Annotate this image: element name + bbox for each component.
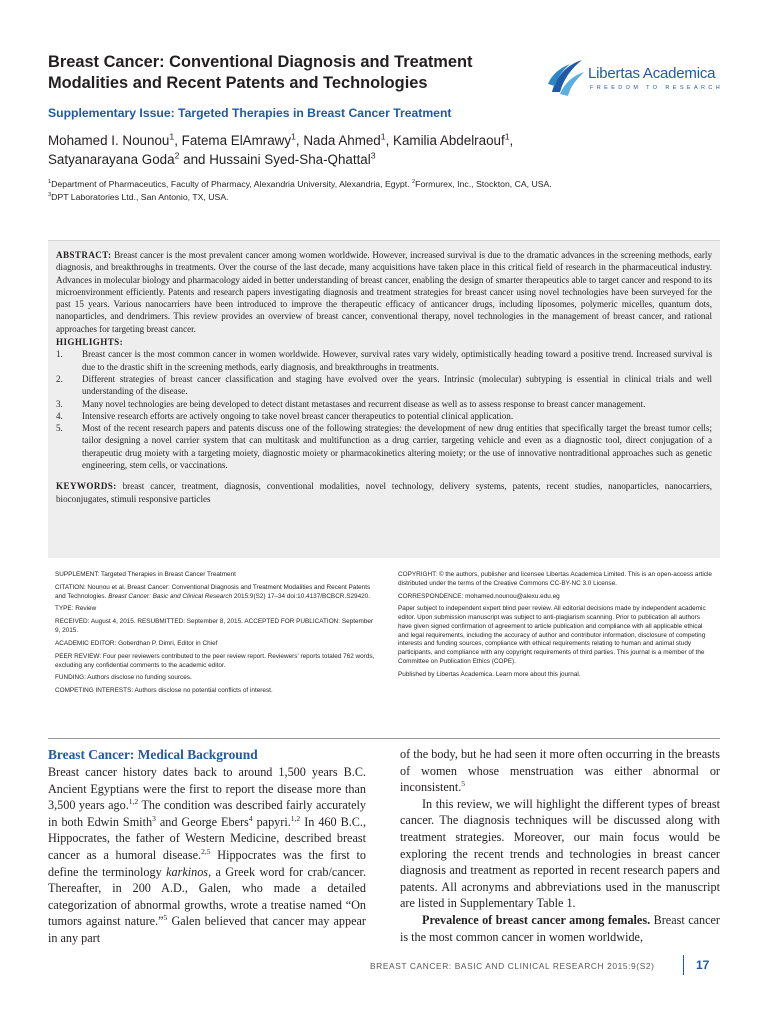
logo-name: Libertas Academica bbox=[588, 65, 716, 82]
affiliation-line-2 bbox=[48, 191, 728, 204]
run-in-heading: Prevalence of breast cancer among females. bbox=[422, 912, 651, 927]
body-text: of the body, but he had seen it more often occurring in the breasts of women whose menstruation was either abnormal or inconsistent. bbox=[400, 747, 720, 795]
highlights-list bbox=[56, 348, 712, 471]
citation-sup[interactable]: 5 bbox=[163, 913, 168, 923]
highlight-text: Different strategies of breast cancer classification and staging have evolved over the years. Intrinsic (molecular) subtyping is essential in clinical trials and well understanding of the disease. bbox=[82, 373, 712, 397]
affil-sup: 1 bbox=[48, 179, 52, 186]
meta-received: RECEIVED: August 4, 2015. RESUBMITTED: September 8, 2015. ACCEPTED FOR PUBLICATION: September 9, 2015. bbox=[55, 618, 374, 635]
supplementary-issue: Supplementary Issue: Targeted Therapies in Breast Cancer Treatment bbox=[48, 106, 452, 120]
body-text: and George Ebers bbox=[155, 814, 249, 829]
affiliation-line-1 bbox=[48, 178, 728, 191]
highlight-item bbox=[56, 348, 712, 373]
abstract-text: Breast cancer is the most prevalent cancer among women worldwide. However, increased survival is due to the dramatic advances in the screening methods, early diagnosis, and breakthroughs in treatments. Over the course of the last decade, many acquisitions have taken place in this critical field of research in the pharmaceutical industry. Advances in molecular biology and pharmacology aided in better understanding of breast cancer, enabling the design of smarter therapeutics able to target cancer and respond to its microenvironment efficiently. Patents and research papers investigating diagnosis and treatment strategies for breast cancer using novel technologies have been surveyed for the past 15 years. Various nanocarriers have been introduced to improve the therapeutic efficacy of anticancer drugs, including liposomes, polymeric micelles, quantum dots, nanoparticles, and dendrimers. This review provides an overview of breast cancer, conventional therapy, novel technologies in the management of breast cancer, and rational approaches for targeting breast cancer. bbox=[56, 250, 712, 334]
author-name: Kamilia Abdelraouf bbox=[393, 133, 505, 148]
affil-sup: 3 bbox=[48, 191, 52, 198]
author-name: Nada Ahmed bbox=[303, 133, 381, 148]
citation-journal: Breast Cancer: Basic and Clinical Research bbox=[108, 592, 233, 600]
highlight-number: 4. bbox=[56, 410, 63, 421]
body-text: Breast cancer is the most common cancer in women worldwide, bbox=[400, 912, 720, 944]
author-line-1: Mohamed I. Nounou$^1$, Fatema ElAmrawy$^1$, Nada Ahmed$^1$, Kamilia Abdelraouf$^1$, bbox=[48, 131, 514, 148]
affil-sup: 2 bbox=[412, 179, 416, 186]
citation-doi: 2015:9(S2) 17–34 doi:10.4137/BCBCR.S29420. bbox=[232, 592, 371, 600]
body-column-right bbox=[400, 746, 720, 945]
body-text: papyri. bbox=[252, 814, 291, 829]
citation-sup[interactable]: 5 bbox=[461, 779, 466, 789]
citation-sup[interactable]: 1,2 bbox=[290, 813, 301, 823]
meta-peer-review: PEER REVIEW: Four peer reviewers contributed to the peer review report. Reviewers' reports totaled 762 words, excluding any confidential comments to the academic editor. bbox=[55, 652, 375, 669]
meta-editor: ACADEMIC EDITOR: Goberdhan P. Dimri, Editor in Chief bbox=[55, 639, 218, 647]
meta-copyright: COPYRIGHT: © the authors, publisher and licensee Libertas Academica Limited. This is an open-access article distributed under the terms of the Creative Commons CC-BY-NC 3.0 License. bbox=[398, 571, 712, 587]
body-text: , a Greek word for crab/cancer. Thereafter, in 200 A.D., Galen, who made a detailed categorization of abnormal growths, wrote a treatise named “On tumors against nature.” bbox=[48, 864, 366, 929]
abstract-paragraph bbox=[56, 249, 712, 335]
article-meta-left bbox=[55, 571, 375, 700]
body-text: Hippocrates was the first to define the terminology bbox=[48, 847, 366, 879]
body-column-left bbox=[48, 746, 366, 947]
keywords-text: breast cancer, treatment, diagnosis, conventional modalities, novel technology, delivery systems, patents, recent studies, nanoparticles, nanocarriers, bioconjugates, stimuli responsive particles bbox=[56, 481, 713, 504]
highlight-item bbox=[56, 410, 712, 422]
logo-tagline: FREEDOM TO RESEARCH bbox=[590, 85, 724, 91]
page-number: 17 bbox=[696, 958, 710, 972]
affiliations bbox=[48, 178, 728, 203]
running-footer: BREAST CANCER: BASIC AND CLINICAL RESEARCH 2015:9(S2) bbox=[370, 961, 655, 971]
highlight-number: 2. bbox=[56, 373, 63, 384]
body-paragraph bbox=[400, 912, 720, 945]
author-list bbox=[48, 131, 688, 169]
author-affil-sup: 1 bbox=[291, 131, 296, 142]
highlight-text: Most of the recent research papers and patents discuss one of the following strategies: the development of new drug entities that specifically target the breast tumor cells; tailor designing a novel carrier system that can multitask and multifunction as a drug carrier, targeting vehicle and even as a diagnostic tool, direct conjugation of a therapeutic drug moiety with a targeting moiety, diagnostic moiety or pharmacokinetics altering moiety; or the use of innovative nontraditional approaches such as genetic engineering, stem cells, or vaccinations. bbox=[82, 423, 712, 471]
highlight-text: Many novel technologies are being developed to detect distant metastases and recurrent disease as well as to assess response to breast cancer management. bbox=[82, 398, 646, 409]
meta-correspondence[interactable]: CORRESPONDENCE: mohamed.nounou@alexu.edu.eg bbox=[398, 592, 560, 600]
meta-policy: Paper subject to independent expert blind peer review. All editorial decisions made by independent academic editor. Upon submission manuscript was subject to anti-plagiarism scanning. Prior to publication all authors have given signed confirmation of agreement to article publication and compliance with all applicable ethical and legal requirements, including the accuracy of author and contributor information, disclosure of competing interests and funding sources, compliance with ethical requirements relating to human and animal study participants, and compliance with any copyright requirements of third parties. This journal is a member of the Committee on Publication Ethics (COPE). bbox=[398, 605, 706, 665]
author-affil-sup: 1 bbox=[504, 131, 510, 142]
body-paragraph: In this review, we will highlight the different types of breast cancer. The diagnosis techniques will be discussed along with treatment strategies. Moreover, our main focus would be exploring the recent trends and technologies in breast cancer diagnosis and treatment as reported in recent research papers and patents. All acronyms and abbreviations used in the manuscript are listed in Supplementary Table 1. bbox=[400, 796, 720, 911]
article-title-line-1: Breast Cancer: Conventional Diagnosis and Treatment bbox=[48, 53, 473, 71]
article-title bbox=[48, 52, 548, 94]
highlight-text: Breast cancer is the most common cancer in women worldwide. However, survival rates vary widely, optimistically heading toward a positive trend. Increased survival is due to the drastic shift in the screening methods, early diagnosis, and breakthroughs in treatments. bbox=[82, 349, 712, 372]
keywords-label: KEYWORDS: bbox=[56, 481, 117, 492]
meta-funding: FUNDING: Authors disclose no funding sources. bbox=[55, 674, 192, 682]
meta-competing: COMPETING INTERESTS: Authors disclose no potential conflicts of interest. bbox=[55, 687, 273, 695]
author-line-2: Satyanarayana Goda$^2$ and Hussaini Syed-Sha-Qhattal$^3$ bbox=[48, 150, 376, 167]
body-text: Breast cancer history dates back to around 1,500 years B.C. Ancient Egyptians were the first to report the disease more than 3,500 years ago. bbox=[48, 765, 366, 813]
body-paragraph bbox=[400, 746, 720, 796]
highlight-item bbox=[56, 373, 712, 398]
citation-sup[interactable]: 1,2 bbox=[128, 797, 139, 807]
italic-term: karkinos bbox=[166, 864, 209, 879]
author-affil-sup: 3 bbox=[370, 150, 376, 161]
author-name: Satyanarayana Goda bbox=[48, 152, 175, 167]
meta-published-by[interactable]: Published by Libertas Academica. Learn more about this journal. bbox=[398, 670, 581, 678]
abstract-label: ABSTRACT: bbox=[56, 250, 112, 260]
highlight-item bbox=[56, 422, 712, 471]
affiliation-text: DPT Laboratories Ltd., San Antonio, TX, USA. bbox=[51, 191, 229, 202]
citation-sup[interactable]: 3 bbox=[152, 813, 156, 823]
section-heading: Breast Cancer: Medical Background bbox=[48, 747, 258, 762]
body-paragraph bbox=[48, 764, 366, 947]
citation-text: CITATION: Nounou et al. Breast Cancer: Conventional Diagnosis and Treatment Modalities and Recent Patents and Technologies. bbox=[55, 583, 371, 600]
meta-divider bbox=[48, 738, 720, 739]
body-text: In 460 B.C., Hippocrates, the father of Western Medicine, described breast cancer as a humoral disease. bbox=[48, 814, 366, 862]
publisher-logo[interactable] bbox=[546, 52, 726, 102]
author-affil-sup: 2 bbox=[174, 150, 180, 161]
body-text: The condition was described fairly accurately in both Edwin Smith bbox=[48, 798, 367, 829]
affiliation-text: Department of Pharmaceutics, Faculty of Pharmacy, Alexandria University, Alexandria, Egypt. bbox=[51, 179, 410, 189]
author-name: Hussaini Syed-Sha-Qhattal bbox=[209, 152, 371, 167]
citation-sup[interactable]: 4 bbox=[248, 813, 253, 823]
meta-citation bbox=[55, 584, 375, 601]
highlight-number: 3. bbox=[56, 398, 63, 409]
highlight-number: 5. bbox=[56, 423, 63, 434]
author-name: Mohamed I. Nounou bbox=[48, 133, 170, 148]
author-affil-sup: 1 bbox=[169, 131, 175, 142]
highlights-label: HIGHLIGHTS: bbox=[56, 337, 124, 348]
body-text: Galen believed that cancer may appear in any part bbox=[48, 914, 366, 945]
article-meta-right bbox=[398, 571, 714, 683]
abstract-box bbox=[48, 240, 720, 558]
highlight-text: Intensive research efforts are actively ongoing to take novel breast cancer therapeutics to potential clinical application. bbox=[82, 410, 514, 421]
footer-divider bbox=[683, 955, 684, 975]
meta-type: TYPE: Review bbox=[55, 605, 97, 613]
affiliation-text: Formurex, Inc., Stockton, CA, USA. bbox=[415, 179, 552, 189]
keywords-paragraph bbox=[56, 480, 712, 505]
article-title-line-2: Modalities and Recent Patents and Technologies bbox=[48, 74, 428, 92]
citation-sup[interactable]: 2,5 bbox=[201, 846, 211, 856]
meta-supplement: SUPPLEMENT: Targeted Therapies in Breast Cancer Treatment bbox=[55, 571, 236, 578]
libertas-swoosh-icon bbox=[546, 54, 586, 98]
author-affil-sup: 1 bbox=[380, 131, 386, 142]
author-name: Fatema ElAmrawy bbox=[181, 133, 292, 148]
highlight-number: 1. bbox=[56, 349, 63, 360]
highlight-item bbox=[56, 398, 712, 410]
